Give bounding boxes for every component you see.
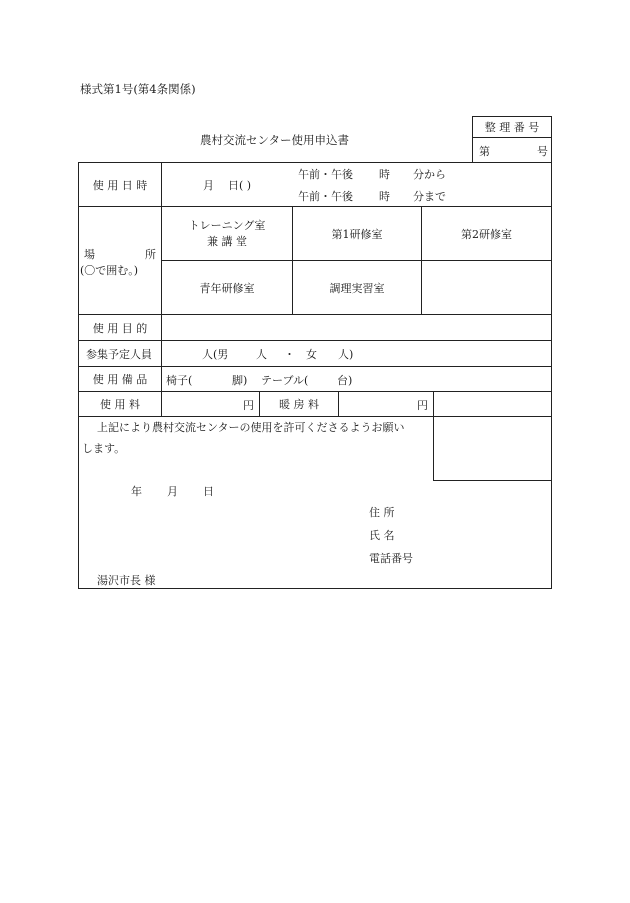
participants-label: 参集予定人員 <box>86 347 152 361</box>
request-date-day: 日 <box>203 485 214 498</box>
end-hour: 時 <box>379 190 390 203</box>
place-label-ba: 場 <box>84 248 95 261</box>
equipment-label: 使 用 備 品 <box>92 373 148 386</box>
request-date-year: 年 <box>131 485 142 498</box>
place-label-sho: 所 <box>145 248 156 261</box>
participants-women-unit: 人) <box>338 348 354 361</box>
end-am-pm: 午前・午後 <box>298 190 353 203</box>
admin-dai: 第 <box>479 145 490 158</box>
request-line-1: 上記により農村交流センターの使用を許可くださるようお願い <box>97 421 405 434</box>
room-study-1[interactable]: 第1研修室 <box>331 227 383 241</box>
equipment-tables-unit: 台) <box>337 374 353 387</box>
participants-women: 女 <box>306 348 317 361</box>
applicant-address-label: 住 所 <box>369 506 395 519</box>
room-cooking[interactable]: 調理実習室 <box>329 281 385 295</box>
heating-fee-yen: 円 <box>417 399 428 412</box>
usage-fee-label: 使 用 料 <box>100 398 140 411</box>
equipment-tables: テーブル( <box>261 374 309 387</box>
usage-purpose-label: 使 用 目 的 <box>92 321 148 335</box>
usage-fee-yen: 円 <box>243 399 254 412</box>
participants-dot: ・ <box>284 348 295 361</box>
start-am-pm: 午前・午後 <box>298 168 353 181</box>
heating-fee-label: 暖 房 料 <box>279 398 319 411</box>
date-day-weekday: 日( ) <box>228 179 252 192</box>
place-circle-note: (〇で囲む。) <box>80 264 139 277</box>
participants-people: 人(男 <box>202 348 229 361</box>
request-line-2: します。 <box>82 442 126 455</box>
applicant-name-label: 氏 名 <box>369 529 395 542</box>
usage-datetime-label: 使 用 日 時 <box>92 178 148 192</box>
equipment-chairs-unit: 脚) <box>232 374 248 387</box>
room-training-line1: トレーニング室 <box>188 218 266 232</box>
date-month: 月 <box>203 179 214 192</box>
room-training-line2: 兼 講 堂 <box>207 234 247 248</box>
participants-men-unit: 人 <box>256 348 267 361</box>
applicant-phone-label: 電話番号 <box>369 552 413 565</box>
addressee-mayor: 湯沢市長 様 <box>97 574 156 587</box>
end-minute-until: 分まで <box>413 190 446 203</box>
room-training-hall[interactable] <box>162 207 292 260</box>
start-hour: 時 <box>379 168 390 181</box>
request-date-month: 月 <box>167 485 178 498</box>
room-study-2[interactable]: 第2研修室 <box>461 227 512 241</box>
room-youth[interactable]: 青年研修室 <box>199 281 255 295</box>
start-minute-from: 分から <box>413 168 446 181</box>
usage-purpose-field[interactable] <box>163 316 549 339</box>
form-title: 農村交流センター使用申込書 <box>200 133 350 147</box>
admin-number-label: 整 理 番 号 <box>484 121 540 134</box>
admin-go: 号 <box>537 145 548 158</box>
equipment-chairs: 椅子( <box>166 374 193 387</box>
form-number: 様式第1号(第4条関係) <box>80 82 196 96</box>
